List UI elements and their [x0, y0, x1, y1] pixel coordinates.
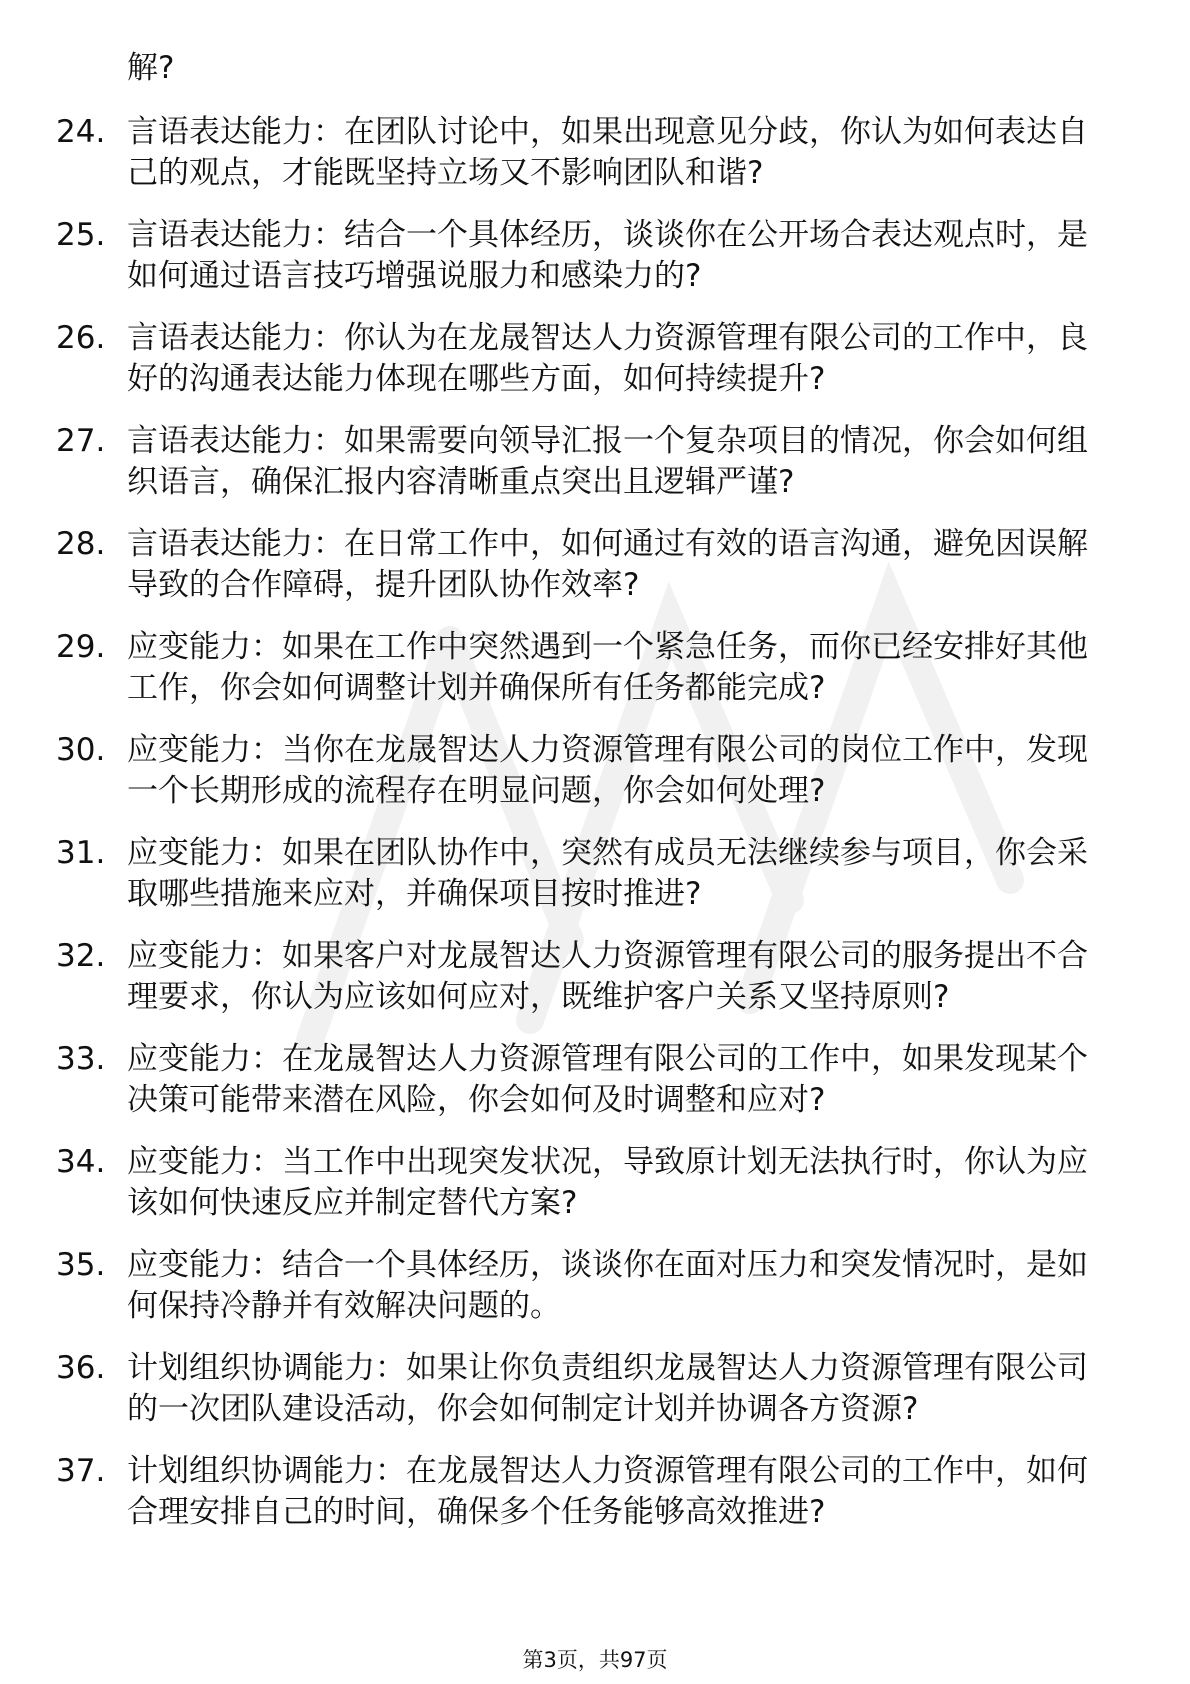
list-item	[0, 1039, 1190, 1121]
question-text: 应变能力：当你在龙晟智达人力资源管理有限公司的岗位工作中，发现一个长期形成的流程存在明显问题，你会如何处理?	[127, 732, 1088, 809]
continuation-text: 解?	[127, 50, 175, 86]
list-item	[0, 112, 1190, 194]
question-number: 24.	[56, 114, 106, 150]
question-number: 27.	[56, 423, 106, 459]
question-number: 31.	[56, 835, 106, 871]
question-list	[0, 112, 1190, 1554]
question-text: 应变能力：在龙晟智达人力资源管理有限公司的工作中，如果发现某个决策可能带来潜在风险，你会如何及时调整和应对?	[127, 1041, 1088, 1118]
list-item	[0, 215, 1190, 297]
list-item	[0, 421, 1190, 503]
list-item	[0, 1451, 1190, 1533]
list-item	[0, 627, 1190, 709]
list-item	[0, 936, 1190, 1018]
question-number: 29.	[56, 629, 106, 665]
question-number: 34.	[56, 1144, 106, 1180]
question-text: 言语表达能力：如果需要向领导汇报一个复杂项目的情况，你会如何组织语言，确保汇报内容清晰重点突出且逻辑严谨?	[127, 423, 1088, 500]
question-text: 言语表达能力：你认为在龙晟智达人力资源管理有限公司的工作中，良好的沟通表达能力体现在哪些方面，如何持续提升?	[127, 320, 1088, 397]
question-number: 37.	[56, 1453, 106, 1489]
question-number: 30.	[56, 732, 106, 768]
question-text: 应变能力：如果客户对龙晟智达人力资源管理有限公司的服务提出不合理要求，你认为应该如何应对，既维护客户关系又坚持原则?	[127, 938, 1088, 1015]
question-text: 应变能力：当工作中出现突发状况，导致原计划无法执行时，你认为应该如何快速反应并制定替代方案?	[127, 1144, 1088, 1221]
question-text: 言语表达能力：结合一个具体经历，谈谈你在公开场合表达观点时，是如何通过语言技巧增强说服力和感染力的?	[127, 217, 1088, 294]
list-item	[0, 524, 1190, 606]
list-item	[0, 833, 1190, 915]
question-number: 28.	[56, 526, 106, 562]
question-text: 计划组织协调能力：在龙晟智达人力资源管理有限公司的工作中，如何合理安排自己的时间，确保多个任务能够高效推进?	[127, 1453, 1088, 1530]
question-text: 应变能力：结合一个具体经历，谈谈你在面对压力和突发情况时，是如何保持冷静并有效解决问题的。	[127, 1247, 1088, 1324]
question-text: 应变能力：如果在工作中突然遇到一个紧急任务，而你已经安排好其他工作，你会如何调整计划并确保所有任务都能完成?	[127, 629, 1088, 706]
question-number: 35.	[56, 1247, 106, 1283]
question-number: 25.	[56, 217, 106, 253]
question-text: 言语表达能力：在团队讨论中，如果出现意见分歧，你认为如何表达自己的观点，才能既坚持立场又不影响团队和谐?	[127, 114, 1088, 191]
list-item	[0, 730, 1190, 812]
list-item	[0, 1142, 1190, 1224]
question-text: 计划组织协调能力：如果让你负责组织龙晟智达人力资源管理有限公司的一次团队建设活动，你会如何制定计划并协调各方资源?	[127, 1350, 1088, 1427]
list-item	[0, 1348, 1190, 1430]
list-item	[0, 318, 1190, 400]
question-number: 26.	[56, 320, 106, 356]
question-text: 言语表达能力：在日常工作中，如何通过有效的语言沟通，避免因误解导致的合作障碍，提升团队协作效率?	[127, 526, 1088, 603]
page-footer: 第3页，共97页	[522, 1648, 668, 1672]
question-number: 36.	[56, 1350, 106, 1386]
question-text: 应变能力：如果在团队协作中，突然有成员无法继续参与项目，你会采取哪些措施来应对，并确保项目按时推进?	[127, 835, 1088, 912]
question-number: 33.	[56, 1041, 106, 1077]
list-item	[0, 1245, 1190, 1327]
question-number: 32.	[56, 938, 106, 974]
